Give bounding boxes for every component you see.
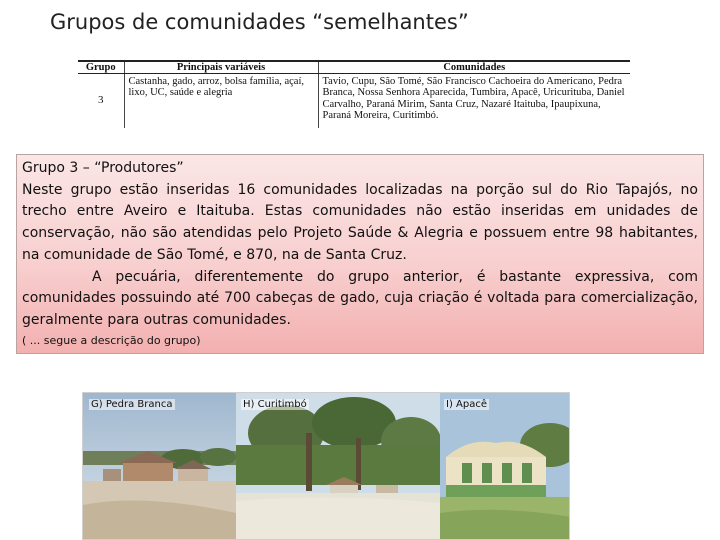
curitimbo-scene [236,393,440,540]
description-paragraph-2: A pecuária, diferentemente do grupo anterior, é bastante expressiva, com comunidades possuindo até 700 cabeças de gado, cuja criação é voltada para comercialização, geralmente para outras comunidades. [22,268,698,328]
description-note: ( ... segue a descrição do grupo) [22,333,201,347]
cell-variables: Castanha, gado, arroz, bolsa família, açaí, lixo, UC, saúde e alegria [124,74,318,129]
photo-label-apace: I) Apacê [446,399,488,410]
photo-pedra-branca [83,393,236,540]
slide-title: Grupos de comunidades “semelhantes” [50,10,469,34]
photo-label-pedra-branca: G) Pedra Branca [91,399,173,410]
cell-group: 3 [98,94,104,107]
photo-apace [440,393,570,540]
table-row [78,74,630,129]
apace-scene [440,393,570,540]
header-grupo: Grupo [78,61,124,74]
groups-table [78,60,630,128]
table-header-row [78,61,630,74]
pedra-branca-scene [83,393,236,540]
description-paragraph-1: Neste grupo estão inseridas 16 comunidades localizadas na porção sul do Rio Tapajós, no trecho entre Aveiro e Itaituba. Estas comunidades não estão inseridas em unidades de conservação, não são atendidas pelo Projeto Saúde & Alegria e possuem entre 98 habitantes, na comunidade de São Tomé, e 870, na de Santa Cruz. [22,181,698,263]
header-principais-variaveis: Principais variáveis [124,61,318,74]
cell-communities: Tavio, Cupu, São Tomé, São Francisco Cachoeira do Americano, Pedra Branca, Nossa Senhora Aparecida, Tumbira, Apacê, Uricurituba, Daniel Carvalho, Paraná Mirim, Santa Cruz, Nazaré Itaituba, Ipaupixuna, Paraná Moreira, Curitimbó. [318,74,630,129]
group-description-box [16,154,704,354]
header-comunidades: Comunidades [318,61,630,74]
community-photos [82,392,570,540]
photo-curitimbo [236,393,440,540]
description-heading: Grupo 3 – “Produtores” [22,160,184,176]
photo-label-curitimbo: H) Curitimbó [243,399,307,410]
